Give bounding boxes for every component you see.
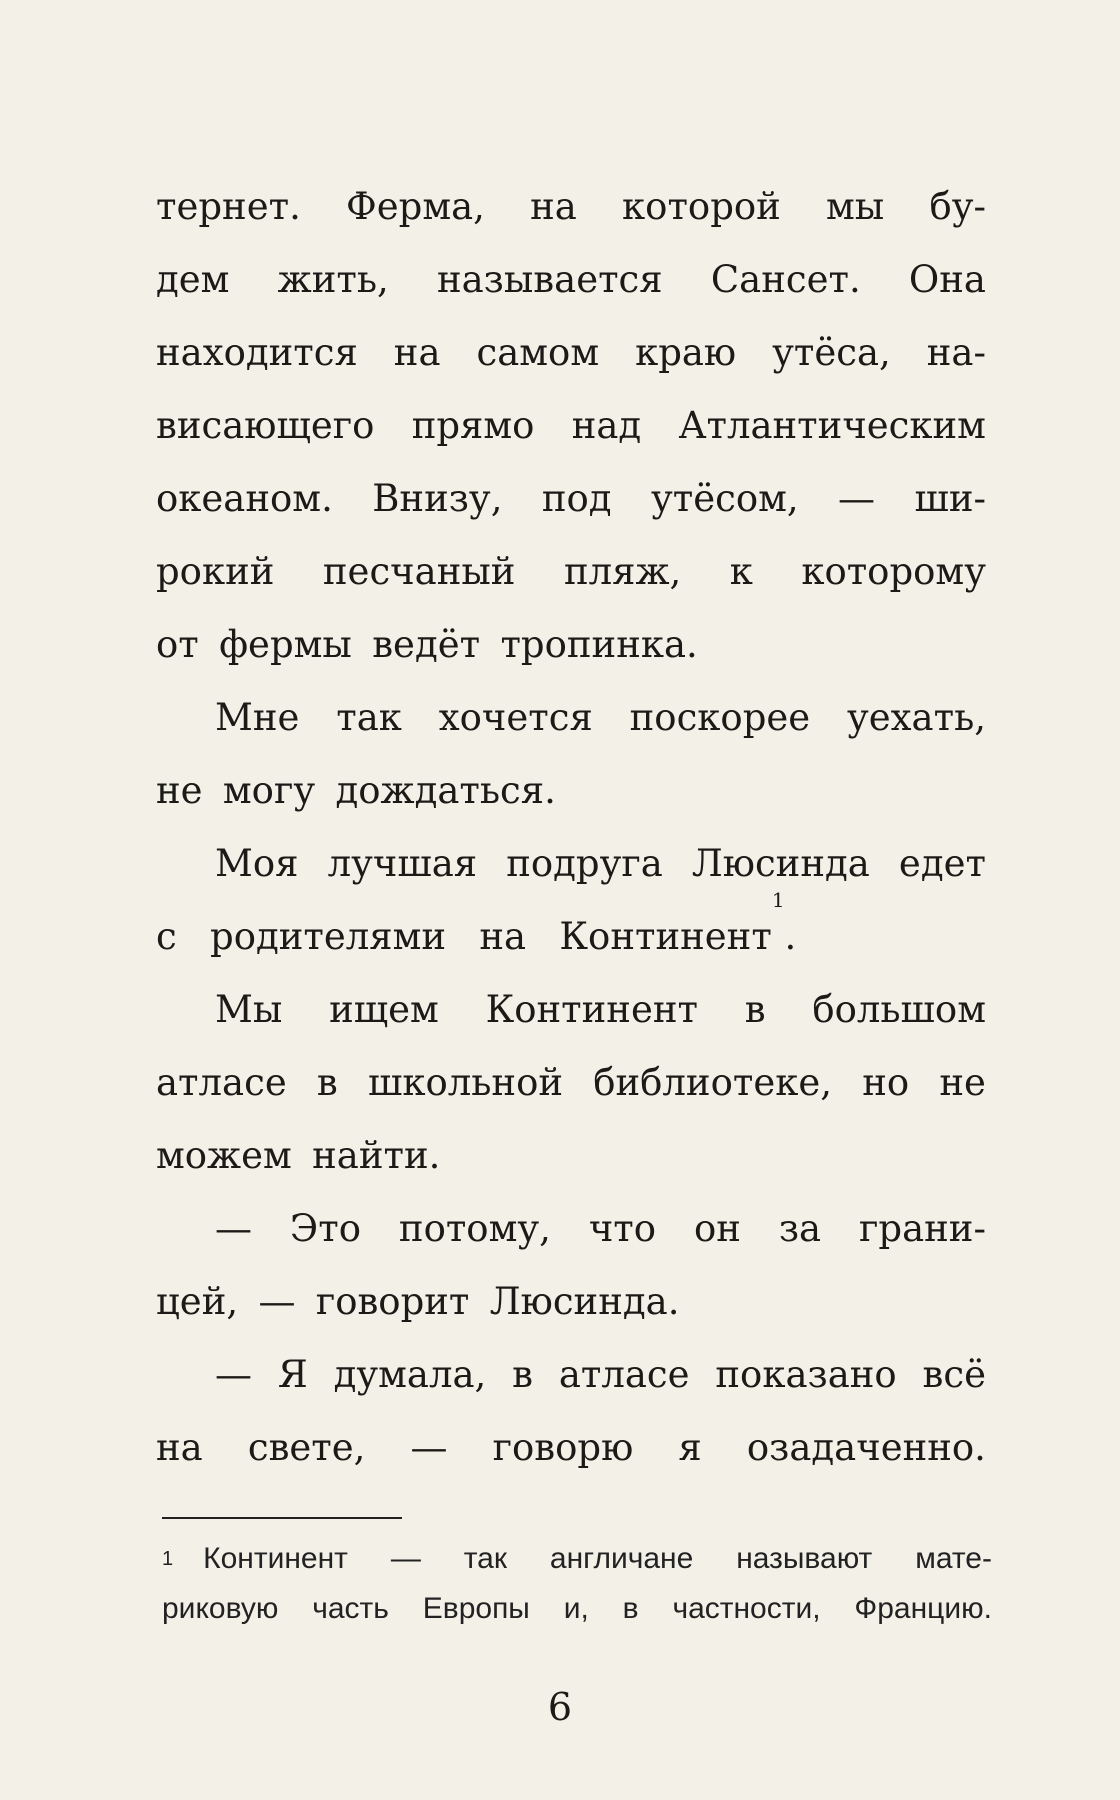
footnote-divider: [162, 1517, 402, 1519]
word: можем: [156, 1134, 292, 1177]
word: говорю: [492, 1426, 634, 1469]
word: едет: [898, 842, 986, 885]
word: большом: [812, 988, 986, 1031]
word: хочется: [438, 696, 593, 739]
paragraph-6-line-2: [156, 1411, 986, 1484]
paragraph-1-line-1: [156, 170, 986, 243]
word: дем: [156, 258, 230, 301]
word: родителями: [210, 915, 447, 958]
word: могу: [222, 769, 316, 812]
word: мы: [826, 185, 885, 228]
word: Люсинда.: [489, 1280, 680, 1323]
paragraph-5-line-2: [156, 1265, 986, 1338]
word: утёсом,: [650, 477, 799, 520]
word: потому,: [398, 1207, 551, 1250]
paragraph-4-line-3: [156, 1119, 986, 1192]
footnote-line-1: [162, 1534, 992, 1584]
word: я: [678, 1426, 702, 1469]
word: он: [693, 1207, 741, 1250]
paragraph-6-line-1: [156, 1338, 986, 1411]
word: Мы: [215, 988, 283, 1031]
paragraph-3-line-1: [156, 827, 986, 900]
word: ши-: [914, 477, 986, 520]
footnote-line-1-content: [162, 1534, 173, 1584]
word: тернет.: [156, 185, 301, 228]
word: в: [744, 988, 766, 1031]
word: жить,: [277, 258, 389, 301]
word: озадаченно.: [746, 1426, 986, 1469]
word: —: [215, 1353, 252, 1396]
paragraph-2-line-1: [156, 681, 986, 754]
body-text: [156, 170, 986, 1484]
word: поскорее: [629, 696, 811, 739]
word: так: [336, 696, 402, 739]
paragraph-4-line-2: [156, 1046, 986, 1119]
paragraph-3-line-2: [156, 888, 986, 973]
word: часть: [312, 1592, 389, 1625]
word: называют: [736, 1542, 873, 1575]
word: англичане: [549, 1542, 694, 1575]
word: показано: [715, 1353, 897, 1396]
footnote-reference-trailing-period: .: [784, 915, 797, 958]
paragraph-1-line-7: [156, 608, 986, 681]
paragraph-3-line-2-text: [156, 900, 772, 973]
word: бу-: [929, 185, 986, 228]
paragraph-4-line-1: [156, 973, 986, 1046]
paragraph-1-line-3: [156, 316, 986, 389]
word: висающего: [156, 404, 375, 447]
word: так: [463, 1542, 507, 1575]
paragraph-2-line-2: [156, 754, 986, 827]
word: Внизу,: [372, 477, 503, 520]
word: уехать,: [847, 696, 986, 739]
word: частности,: [672, 1592, 821, 1625]
word: прямо: [411, 404, 535, 447]
footnote-line-1-text: [203, 1534, 992, 1584]
word: песчаный: [322, 550, 516, 593]
word: Европы: [422, 1592, 530, 1625]
word: на: [156, 1426, 203, 1469]
word: над: [571, 404, 642, 447]
word: Она: [908, 258, 986, 301]
paragraph-1-line-5: [156, 462, 986, 535]
word: Атлантическим: [678, 404, 986, 447]
word: краю: [635, 331, 737, 374]
word: мате-: [915, 1542, 992, 1575]
word: ведёт: [372, 623, 481, 666]
word: атласе: [558, 1353, 690, 1396]
footnote-number: 1: [162, 1548, 174, 1570]
paragraph-1-line-4: [156, 389, 986, 462]
word: —: [838, 477, 876, 520]
word: океаном.: [156, 477, 333, 520]
word: —: [410, 1426, 448, 1469]
word: называется: [436, 258, 663, 301]
word: ищем: [329, 988, 439, 1031]
word: библиотеке,: [593, 1061, 833, 1104]
word: Моя: [215, 842, 299, 885]
word: на: [479, 915, 527, 958]
word: Сансет.: [710, 258, 861, 301]
word: но: [862, 1061, 910, 1104]
word: на-: [926, 331, 986, 374]
word: говорит: [315, 1280, 470, 1323]
word: Францию.: [854, 1592, 992, 1625]
word: и,: [563, 1592, 589, 1625]
word: Ферма,: [346, 185, 485, 228]
paragraph-1-line-2: [156, 243, 986, 316]
word: фермы: [219, 623, 352, 666]
word: всё: [922, 1353, 986, 1396]
word: цей,: [156, 1280, 239, 1323]
word: Это: [289, 1207, 361, 1250]
word: не: [156, 769, 203, 812]
word: дождаться.: [335, 769, 556, 812]
word: Я: [277, 1353, 308, 1396]
word: подруга: [506, 842, 663, 885]
word: свете,: [247, 1426, 366, 1469]
page-number: 6: [547, 1685, 573, 1729]
word: которой: [622, 185, 781, 228]
word: под: [541, 477, 612, 520]
word: —: [215, 1207, 252, 1250]
word: которому: [801, 550, 986, 593]
footnote-line-2: [162, 1584, 992, 1634]
word: на: [530, 185, 577, 228]
word: не: [939, 1061, 986, 1104]
word: лучшая: [327, 842, 478, 885]
word: найти.: [312, 1134, 441, 1177]
word: в: [316, 1061, 338, 1104]
word: на: [393, 331, 441, 374]
word: риковую: [162, 1592, 279, 1625]
word: в: [512, 1353, 533, 1396]
paragraph-1-line-6: [156, 535, 986, 608]
word: Континент: [485, 988, 698, 1031]
word: самом: [476, 331, 600, 374]
word: за: [778, 1207, 822, 1250]
footnote-reference[interactable]: 1: [771, 888, 785, 912]
word: находится: [156, 331, 358, 374]
word: тропинка.: [500, 623, 698, 666]
word: школьной: [367, 1061, 564, 1104]
word: Континент: [559, 915, 772, 958]
word: Мне: [215, 696, 300, 739]
word: Континент: [203, 1542, 348, 1575]
word: —: [258, 1280, 296, 1323]
footnote: [162, 1534, 992, 1634]
word: рокий: [156, 550, 275, 593]
paragraph-5-line-1: [156, 1192, 986, 1265]
word: что: [588, 1207, 657, 1250]
word: пляж,: [563, 550, 682, 593]
word: —: [390, 1542, 421, 1575]
word: с: [156, 915, 177, 958]
word: к: [729, 550, 753, 593]
word: грани-: [859, 1207, 986, 1250]
word: от: [156, 623, 199, 666]
word: Люсинда: [691, 842, 870, 885]
word: атласе: [156, 1061, 287, 1104]
word: утёса,: [772, 331, 891, 374]
word: думала,: [333, 1353, 487, 1396]
word: в: [622, 1592, 639, 1625]
